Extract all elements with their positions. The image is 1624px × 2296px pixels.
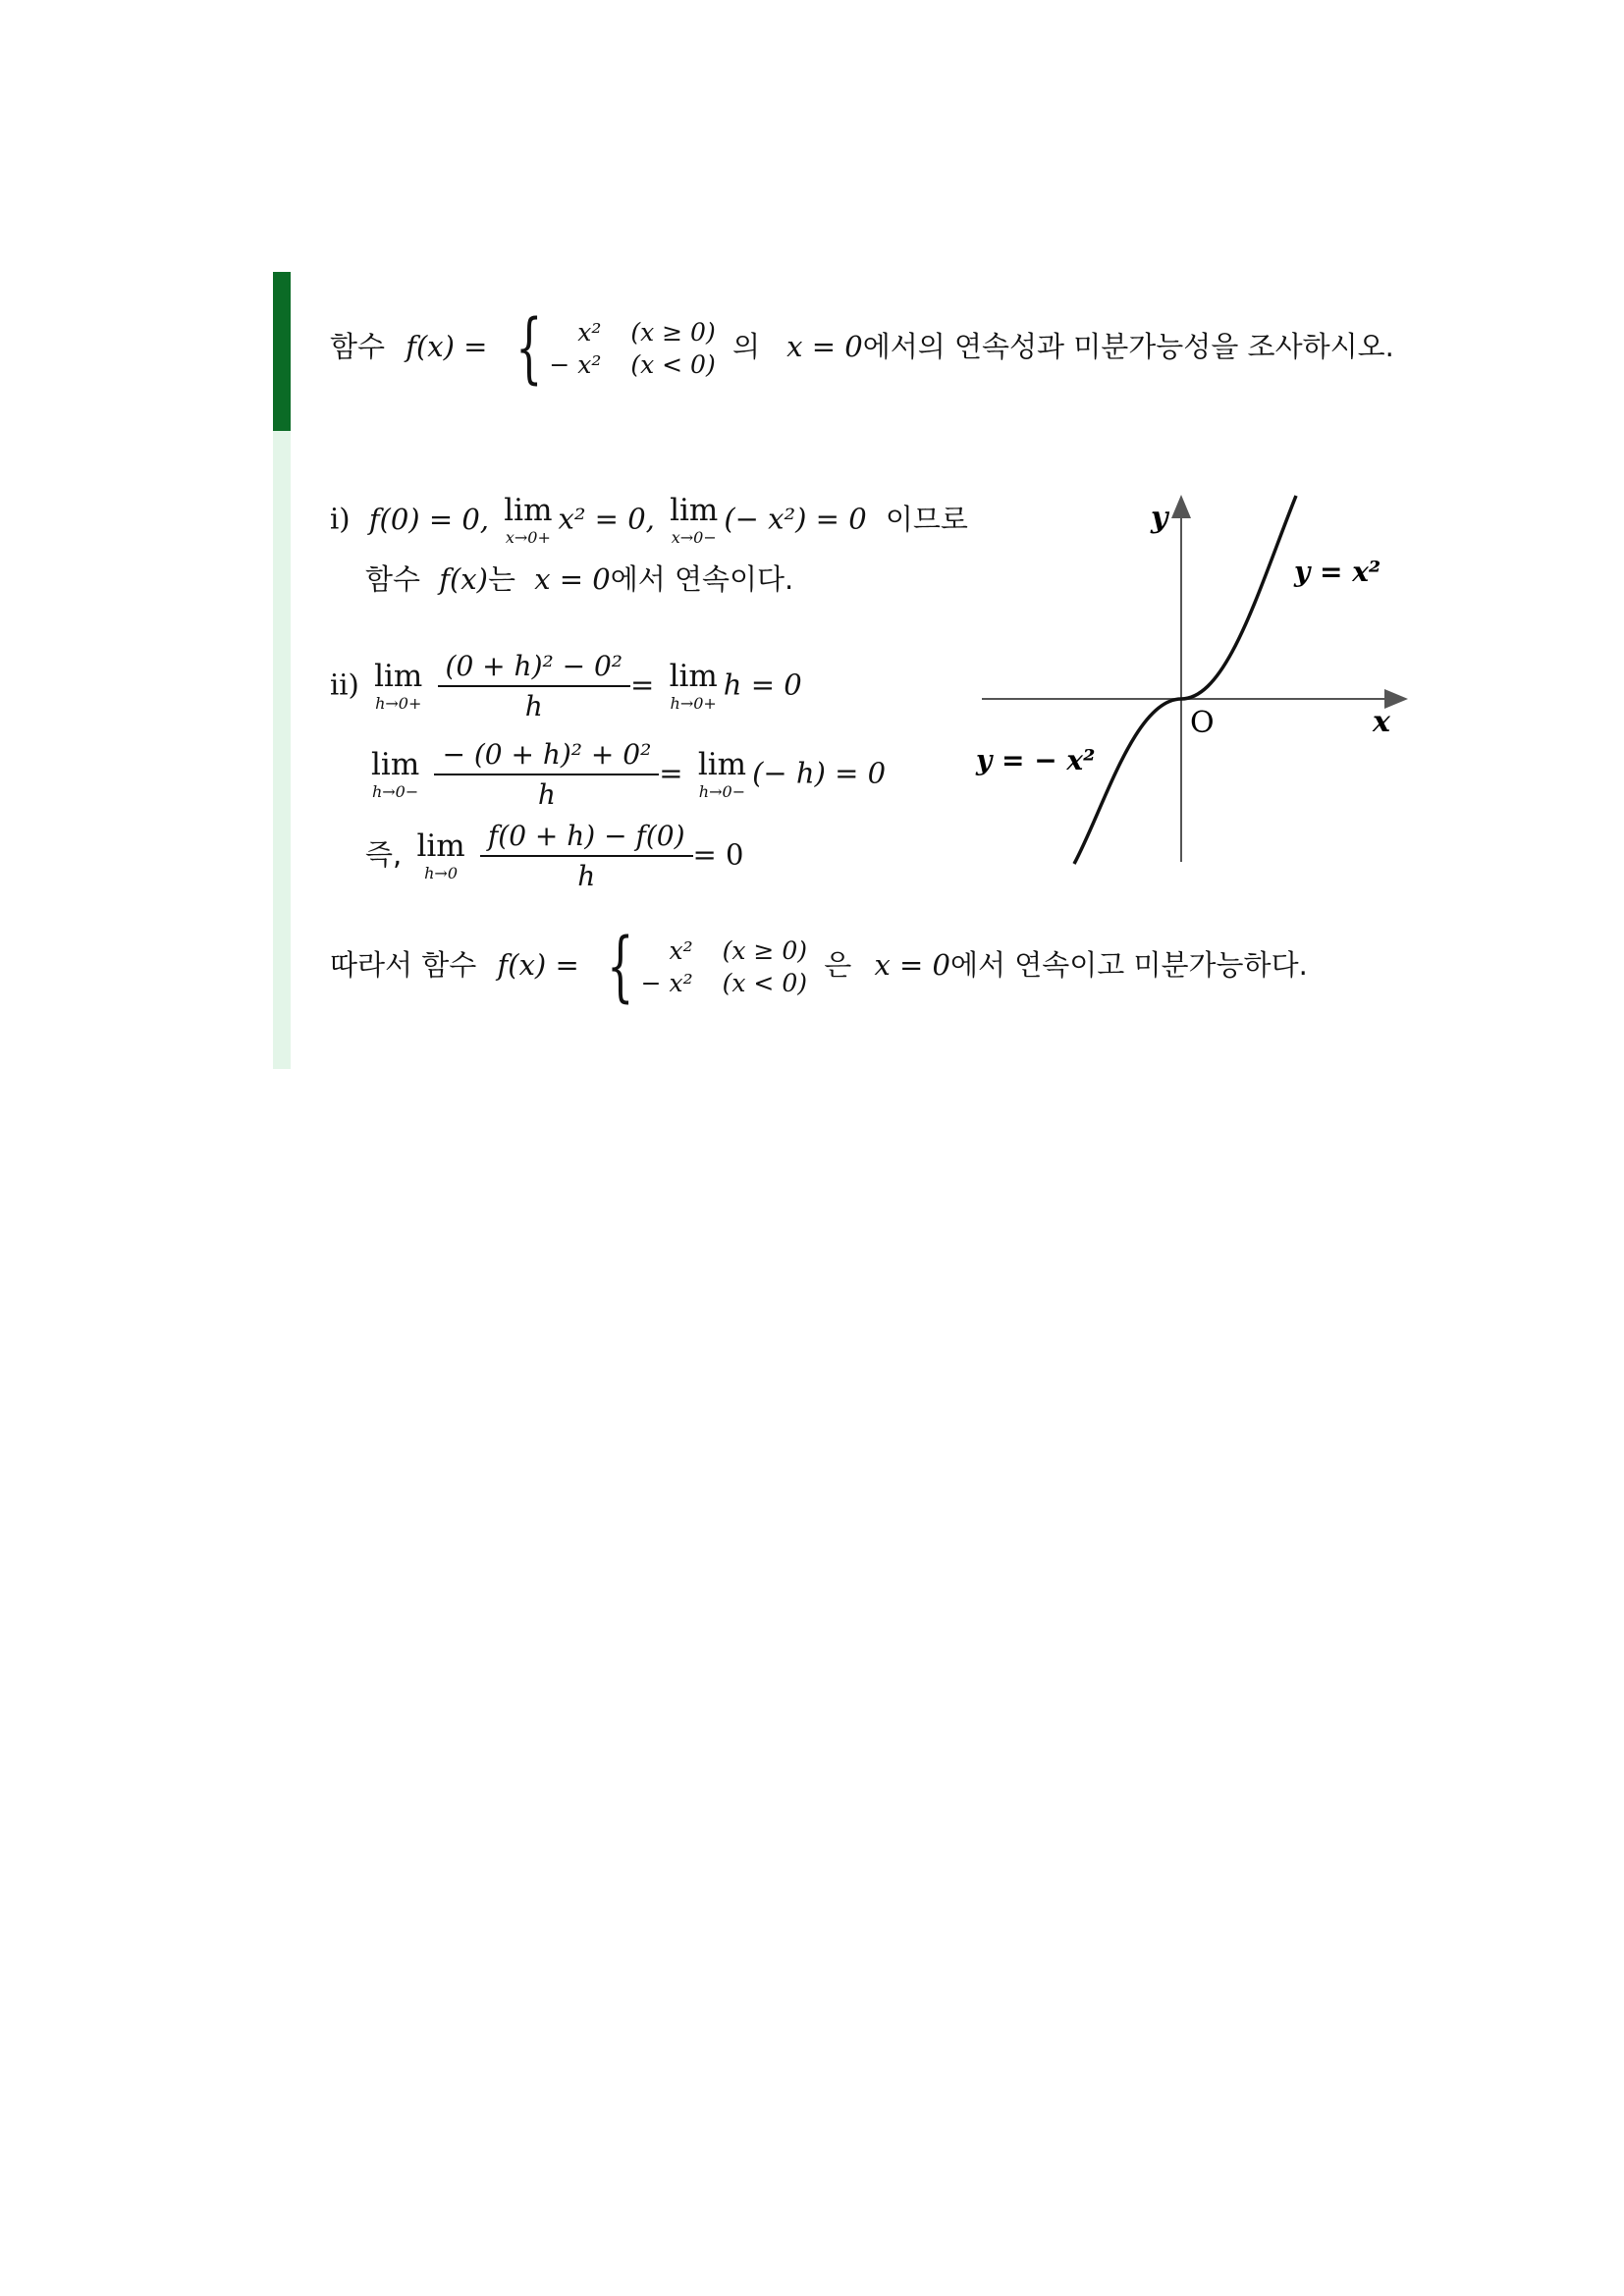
step2-row1-limit: lim h→0+: [374, 659, 423, 713]
conclusion-case2-expr: − x²: [640, 969, 693, 998]
step1-limit1: lim x→0+: [504, 493, 553, 547]
question-accent-bar: [273, 272, 291, 431]
step2-row3-fraction: $\frac{f(0 + h) - f(0)}{h}$: [484, 823, 689, 890]
question-intro: 함수: [330, 330, 386, 364]
conclusion-b: 은: [824, 948, 852, 983]
step1-line2: [365, 562, 794, 596]
step1-line2-c: 에서 연속이다.: [610, 562, 794, 596]
step2-row1-equals: =: [630, 667, 655, 702]
curve-upper: [1181, 496, 1296, 699]
step1-limit2-expr: (− x²) = 0: [724, 502, 867, 536]
conclusion-function: f(x) =: [497, 948, 579, 983]
conclusion-case2-condition: (x < 0): [722, 969, 807, 998]
origin-label: O: [1190, 706, 1215, 740]
conclusion-a: 따라서 함수: [330, 948, 477, 983]
step2-row3-result: = 0: [692, 837, 744, 872]
step1-line2-a: 함수: [365, 562, 421, 596]
step2-row1: [330, 650, 802, 722]
conclusion-c: 에서 연속이고 미분가능하다.: [949, 948, 1308, 983]
conclusion-point: x = 0: [874, 948, 950, 983]
step1-line2-f: f(x): [439, 562, 488, 596]
x-axis-label: x: [1373, 705, 1390, 739]
step1-limit1-expr: x² = 0,: [558, 502, 655, 536]
step2-row2-rlimit: lim h→0−: [697, 747, 747, 801]
step2-row3: [365, 820, 744, 892]
step2-row2-fraction: $\frac{\text{− (0 + h)² + 0²}}{h}$: [438, 741, 655, 809]
step2-row2: [365, 738, 887, 811]
conclusion-case1-condition: (x ≥ 0): [722, 936, 807, 966]
step1-suffix: 이므로: [885, 502, 968, 536]
case2-condition: (x < 0): [630, 350, 716, 380]
step1-label: i): [330, 502, 351, 536]
case2-expr: − x²: [549, 350, 602, 380]
step2-label: ii): [330, 667, 359, 702]
curve-lower: [1074, 699, 1181, 864]
conclusion-case1-expr: x²: [669, 936, 693, 966]
step2-row1-fraction: $\frac{\text{(0 + h)² − 0²}}{h}$: [442, 653, 626, 721]
conclusion-piecewise: { x² (x ≥ 0) − x² (x < 0): [607, 923, 807, 1011]
question-function: f(x) =: [406, 330, 488, 364]
step2-row1-result: h = 0: [723, 667, 802, 702]
step1-line2-point: x = 0: [534, 562, 611, 596]
step2-row2-result: (− h) = 0: [752, 756, 887, 790]
question-rest: 에서의 연속성과 미분가능성을 조사하시오.: [862, 330, 1394, 364]
question-line: [330, 304, 1394, 393]
function-graph: [972, 491, 1414, 874]
step1-line1: [330, 493, 968, 547]
solution-accent-bar: [273, 431, 291, 1069]
step2-row1-rlimit: lim h→0+: [669, 659, 718, 713]
lower-curve-label: y = − x²: [976, 744, 1096, 776]
step2-row3-limit: lim h→0: [416, 828, 465, 882]
question-piecewise: { x² (x ≥ 0) − x² (x < 0): [514, 304, 716, 393]
step2-row2-equals: =: [659, 756, 683, 790]
case1-condition: (x ≥ 0): [630, 318, 716, 347]
step2-row2-limit: lim h→0−: [371, 747, 420, 801]
question-point: x = 0: [786, 330, 863, 364]
question-particle: 의: [731, 330, 760, 364]
y-axis-label: y: [1151, 501, 1168, 535]
step1-f0: f(0) = 0,: [368, 502, 490, 536]
case1-expr: x²: [577, 318, 602, 347]
conclusion-line: [330, 923, 1308, 1011]
step1-limit2: lim x→0−: [670, 493, 719, 547]
step2-row3-prefix: 즉,: [365, 837, 403, 872]
upper-curve-label: y = x²: [1294, 556, 1381, 588]
step1-line2-b: 는: [487, 562, 515, 596]
